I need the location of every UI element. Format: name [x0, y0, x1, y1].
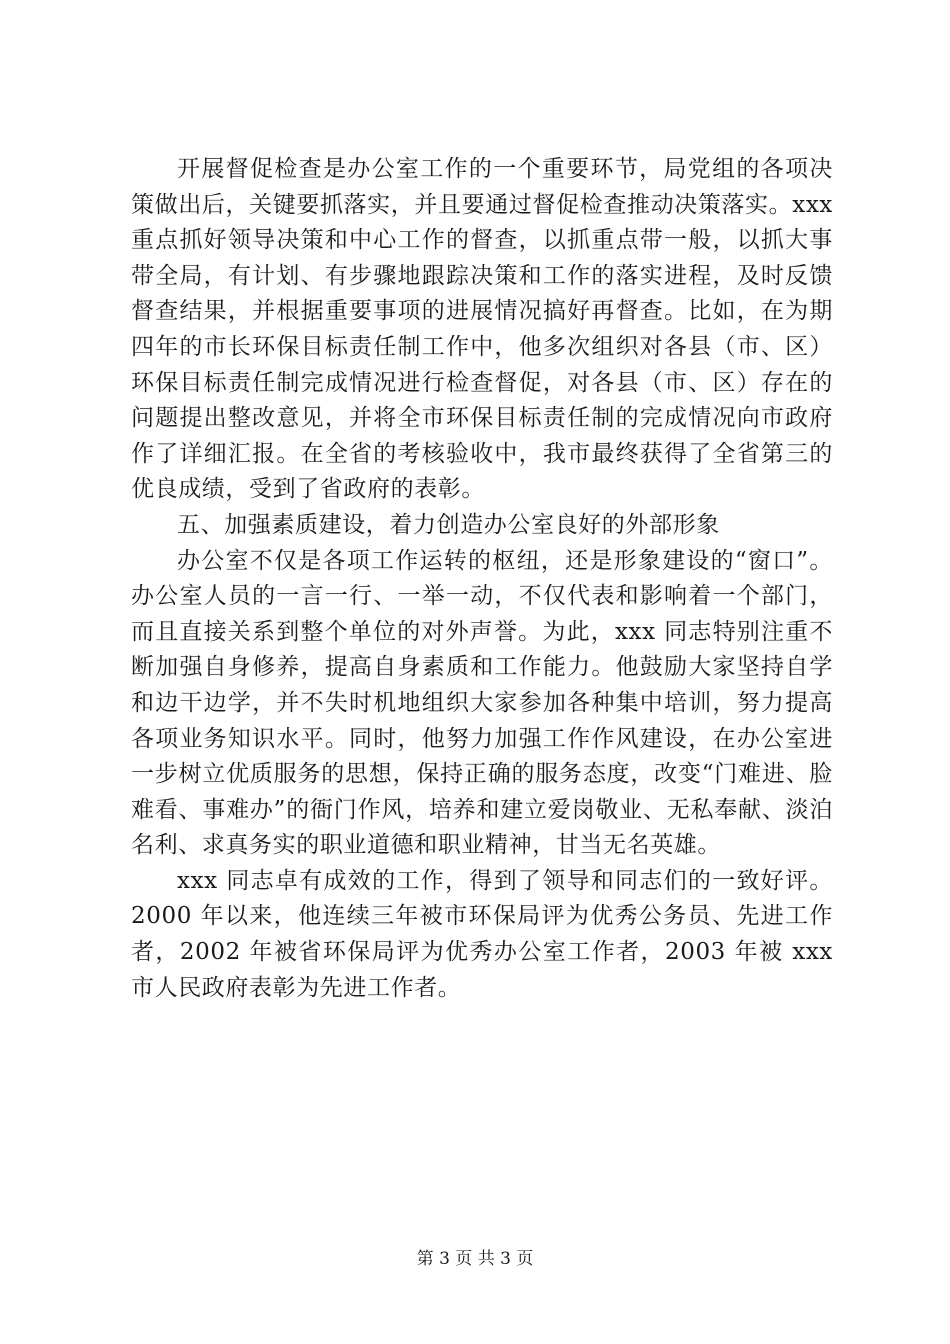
body-paragraph: 开展督促检查是办公室工作的一个重要环节，局党组的各项决策做出后，关键要抓落实，并且要通过督促检查推动决策落实。xxx 重点抓好领导决策和中心工作的督查，以抓重点带一般，以抓大事带全局，有计划、有步骤地跟踪决策和工作的落实进程，及时反馈督查结果，并根据重要事项的进展情况搞好再督查。比如，在为期四年的市长环保目标责任制工作中，他多次组织对各县（市、区）环保目标责任制完成情况进行检查督促，对各县（市、区）存在的问题提出整改意见，并将全市环保目标责任制的完成情况向市政府作了详细汇报。在全省的考核验收中，我市最终获得了全省第三的优良成绩，受到了省政府的表彰。: [131, 156, 833, 503]
body-paragraph: xxx 同志卓有成效的工作，得到了领导和同志们的一致好评。2000 年以来，他连续三年被市环保局评为优秀公务员、先进工作者，2002 年被省环保局评为优秀办公室工作者，2003 年被 xxx 市人民政府表彰为先进工作者。: [131, 867, 833, 1001]
document-body: [131, 152, 833, 1006]
body-paragraph: 办公室不仅是各项工作运转的枢纽，还是形象建设的“窗口”。办公室人员的一言一行、一举一动，不仅代表和影响着一个部门，而且直接关系到整个单位的对外声誉。为此，xxx 同志特别注重不断加强自身修养，提高自身素质和工作能力。他鼓励大家坚持自学和边干边学，并不失时机地组织大家参加各种集中培训，努力提高各项业务知识水平。同时，他努力加强工作作风建设，在办公室进一步树立优质服务的思想，保持正确的服务态度，改变“门难进、脸难看、事难办”的衙门作风，培养和建立爱岗敬业、无私奉献、淡泊名利、求真务实的职业道德和职业精神，甘当无名英雄。: [131, 547, 833, 859]
page-number-footer: 第 3 页 共 3 页: [416, 1249, 534, 1269]
section-heading: 五、加强素质建设，着力创造办公室良好的外部形象: [177, 511, 720, 538]
